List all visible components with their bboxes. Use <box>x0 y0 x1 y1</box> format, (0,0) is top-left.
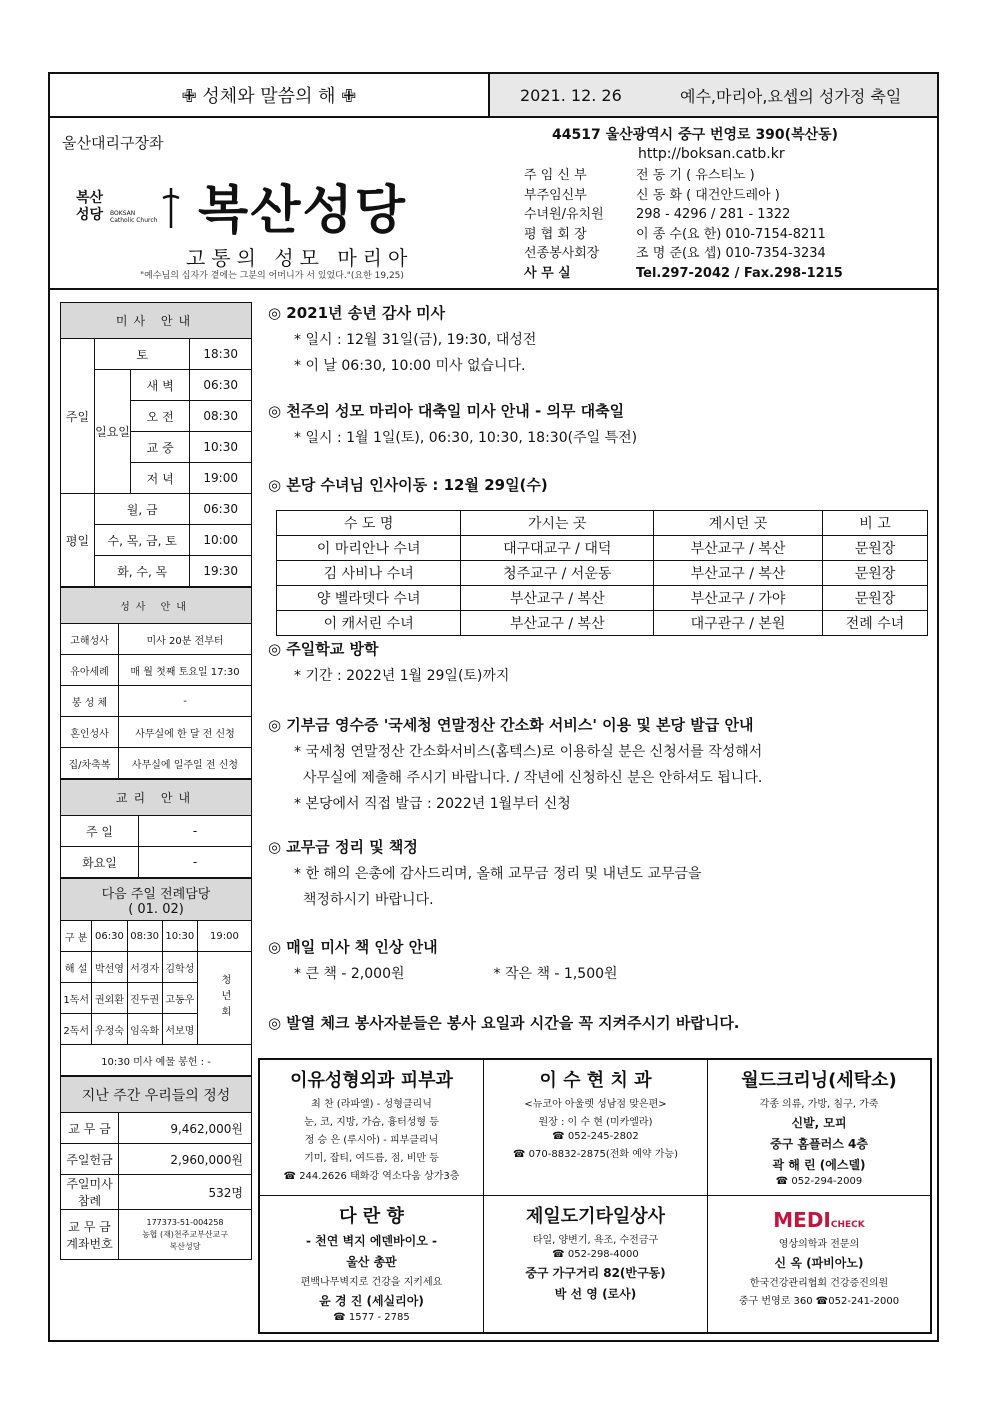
medi-text: MEDI <box>773 1208 831 1232</box>
ad-line: 중구 가구거리 82(반구동) <box>525 1266 666 1280</box>
liturgy-role: 1독서 <box>61 983 92 1014</box>
sacrament-heading: 성사 안내 <box>61 588 252 624</box>
notice-item <box>268 836 932 909</box>
sacrament-value: 사무실에 일주일 전 신청 <box>119 748 252 779</box>
nuns-cell: 부산교구 / 복산 <box>461 611 654 636</box>
nuns-cell: 김 사비나 수녀 <box>277 561 461 586</box>
sunday-label: 주일 <box>61 339 95 494</box>
ad-line: 신 옥 (파비아노) <box>774 1256 864 1270</box>
medicheck-logo <box>708 1208 930 1232</box>
ad-line: 편백나무벽지로 건강을 지키세요 <box>300 1277 443 1288</box>
ad-line: 타일, 양변기, 욕조, 수전금구 <box>532 1235 659 1246</box>
nuns-cell: 부산교구 / 복산 <box>654 561 823 586</box>
sacrament-value: 미사 20분 전부터 <box>119 624 252 655</box>
account-holder: 복산성당 <box>169 1241 201 1251</box>
nuns-cell: 부산교구 / 가야 <box>654 586 823 611</box>
notice-title: ◎ 2021년 송년 감사 미사 <box>268 304 446 322</box>
weekday-label: 평일 <box>61 494 95 587</box>
offering-table <box>60 1076 252 1260</box>
ad-line: 이유성형외과 피부과 <box>290 1070 453 1091</box>
mass-time: 19:00 <box>190 463 252 494</box>
ad-box <box>484 1060 708 1196</box>
masthead <box>50 118 937 290</box>
liturgy-col: 10:30 <box>162 921 197 952</box>
notice-title: ◎ 기부금 영수증 '국세청 연말정산 간소화 서비스' 이용 및 본당 발급 안내 <box>268 716 754 734</box>
advertisements <box>258 1058 932 1334</box>
offering-name: 주일헌금 <box>61 1144 119 1175</box>
ad-box <box>260 1196 484 1332</box>
doctrine-name: 주 일 <box>61 816 139 847</box>
staff-role: 사 무 실 <box>524 265 571 281</box>
notice-item <box>268 400 932 447</box>
account-label: 교 무 금 계좌번호 <box>61 1210 119 1260</box>
ad-line: 박 선 영 (로사) <box>554 1287 637 1301</box>
notice-line: * 기간 : 2022년 1월 29일(토)까지 <box>294 668 510 684</box>
staff-name: 이 종 수(요 한) 010-7154-8211 <box>636 226 826 242</box>
sacrament-value: 사무실에 한 달 전 신청 <box>119 717 252 748</box>
weekday-day: 화, 수, 목 <box>95 556 190 587</box>
church-address: 44517 울산광역시 중구 번영로 390(복산동) <box>552 127 839 143</box>
bulletin-page <box>48 72 939 1342</box>
sacrament-row <box>61 748 252 779</box>
nuns-row <box>277 586 928 611</box>
ad-line: 이 수 현 치 과 <box>539 1070 652 1091</box>
offering-name: 교 무 금 <box>61 1113 119 1144</box>
doctrine-row <box>61 847 252 878</box>
ad-line: ☎ 052-298-4000 <box>552 1249 639 1260</box>
staff-name: Tel.297-2042 / Fax.298-1215 <box>636 265 843 281</box>
nuns-cell: 부산교구 / 복산 <box>654 536 823 561</box>
liturgy-person: 진두권 <box>127 983 162 1014</box>
sacrament-row <box>61 686 252 717</box>
mass-time: 06:30 <box>190 370 252 401</box>
staff-list <box>524 166 843 283</box>
notice-item <box>268 474 932 495</box>
mass-name: 교 중 <box>131 432 190 463</box>
staff-role: 부주임신부 <box>524 187 587 203</box>
nuns-header: 수 도 명 <box>277 511 461 536</box>
notice-title: ◎ 본당 수녀님 인사이동 : 12월 29일(수) <box>268 476 548 494</box>
ad-line: 윤 경 진 (세실리아) <box>319 1294 424 1308</box>
ad-line: 각종 의류, 가방, 침구, 가죽 <box>759 1099 879 1110</box>
liturgy-heading-2: ( 01. 02) <box>128 901 184 917</box>
mass-name: 저 녁 <box>131 463 190 494</box>
notice-line: * 국세청 연말정산 간소화서비스(홈텍스)로 이용하실 분은 신청서를 작성해서 <box>294 744 763 760</box>
ad-line: 월드크리닝(세탁소) <box>741 1070 897 1091</box>
account-bank: 농협 (재)천주교부산교구 <box>141 1229 229 1239</box>
staff-role: 평 협 회 장 <box>524 226 587 242</box>
mass-heading: 미사 안내 <box>61 303 252 339</box>
ad-box <box>260 1060 484 1196</box>
ad-line: 울산 총판 <box>346 1255 397 1269</box>
mass-time: 18:30 <box>190 339 252 370</box>
staff-name: 298 - 4296 / 281 - 1322 <box>636 207 791 222</box>
ad-line: 다 란 향 <box>339 1206 404 1227</box>
liturgy-header-row <box>61 921 252 952</box>
offering-value: 2,960,000원 <box>119 1144 252 1175</box>
notice-line: 사무실에 제출해 주시기 바랍니다. / 작년에 신청하신 분은 안하셔도 됩니다. <box>294 770 763 786</box>
sidebar <box>60 302 252 1260</box>
liturgy-person: 권외환 <box>92 983 127 1014</box>
ad-line: 중구 홈플러스 4층 <box>770 1137 868 1151</box>
staff-row <box>524 166 843 186</box>
ad-line: ☎ 052-245-2802 <box>552 1131 639 1142</box>
year-title: ✙ 성체와 말씀의 해 ✙ <box>50 74 490 116</box>
liturgy-person: 우정숙 <box>92 1014 127 1045</box>
mass-time: 10:30 <box>190 432 252 463</box>
notice-title: ◎ 교무금 정리 및 책정 <box>268 838 418 856</box>
ad-box <box>708 1196 930 1332</box>
nuns-transfer-table <box>276 510 928 636</box>
weekday-time: 19:30 <box>190 556 252 587</box>
notice-line: 책정하시기 바랍니다. <box>294 892 434 908</box>
church-name: 복산성당 <box>198 181 407 241</box>
staff-name: 신 동 화 ( 대건안드레아 ) <box>636 187 780 203</box>
staff-row <box>524 264 843 284</box>
logo-korean-2: 성당 <box>76 207 104 223</box>
nuns-header: 비 고 <box>822 511 927 536</box>
notice-item <box>268 714 932 813</box>
staff-role: 수녀원/유치원 <box>524 207 604 222</box>
sunday-sub-label: 일요일 <box>95 370 131 494</box>
logo-english-2: Catholic Church <box>110 217 158 224</box>
nuns-cell: 이 캐서린 수녀 <box>277 611 461 636</box>
offering-row <box>61 1175 252 1210</box>
sacrament-value: - <box>119 686 252 717</box>
mass-time: 08:30 <box>190 401 252 432</box>
sacrament-name: 집/차축복 <box>61 748 119 779</box>
notice-title: ◎ 주일학교 방학 <box>268 640 379 658</box>
liturgy-person: 김학성 <box>162 952 197 983</box>
offering-heading: 지난 주간 우리들의 정성 <box>61 1077 252 1113</box>
nuns-header: 가시는 곳 <box>461 511 654 536</box>
nuns-header: 계시던 곳 <box>654 511 823 536</box>
doctrine-value: - <box>139 816 252 847</box>
doctrine-row <box>61 816 252 847</box>
logo-english <box>110 210 157 224</box>
masthead-left <box>50 118 490 288</box>
notice-title: ◎ 천주의 성모 마리아 대축일 미사 안내 - 의무 대축일 <box>268 402 625 420</box>
ad-line: 기미, 잡티, 여드름, 점, 비만 등 <box>304 1153 439 1164</box>
liturgy-col: 구 분 <box>61 921 92 952</box>
logo-korean-1: 복산 <box>76 190 104 206</box>
liturgy-person: 임옥화 <box>127 1014 162 1045</box>
ad-line: 정 승 은 (루시아) - 피부클리닉 <box>304 1135 439 1146</box>
bulletin-date: 2021. 12. 26 <box>520 85 622 105</box>
staff-role: 주 임 신 부 <box>524 168 587 183</box>
notice-item <box>268 936 932 983</box>
liturgy-col: 08:30 <box>127 921 162 952</box>
notice-line: * 일시 : 1월 1일(토), 06:30, 10:30, 18:30(주일 특전) <box>294 430 638 446</box>
notice-title: ◎ 매일 미사 책 인상 안내 <box>268 938 438 956</box>
ad-box <box>484 1196 708 1332</box>
nuns-cell: 청주교구 / 서운동 <box>461 561 654 586</box>
notice-item <box>268 1012 932 1033</box>
staff-row <box>524 186 843 206</box>
liturgy-role: 해 설 <box>61 952 92 983</box>
ad-line: ☎ 1577 - 2785 <box>333 1312 410 1323</box>
liturgy-note: 10:30 미사 예물 봉헌 : - <box>61 1045 252 1076</box>
top-bar <box>50 74 937 118</box>
doctrine-value: - <box>139 847 252 878</box>
offering-row <box>61 1113 252 1144</box>
date-bar <box>490 74 937 116</box>
nuns-row <box>277 561 928 586</box>
offering-name: 주일미사참례 <box>61 1175 119 1210</box>
weekday-time: 06:30 <box>190 494 252 525</box>
liturgy-role: 2독서 <box>61 1014 92 1045</box>
weekday-time: 10:00 <box>190 525 252 556</box>
account-info <box>119 1210 252 1260</box>
ad-line: 곽 해 린 (에스델) <box>772 1158 866 1172</box>
staff-row <box>524 244 843 264</box>
sacrament-name: 혼인성사 <box>61 717 119 748</box>
notice-line: * 한 해의 은총에 감사드리며, 올해 교무금 정리 및 내년도 교무금을 <box>294 866 702 882</box>
liturgy-heading <box>61 879 252 921</box>
liturgy-person: 고동우 <box>162 983 197 1014</box>
staff-name: 조 명 준(요 셉) 010-7354-3234 <box>636 246 826 261</box>
liturgy-person: 박선영 <box>92 952 127 983</box>
offering-row <box>61 1144 252 1175</box>
check-text: CHECK <box>830 1220 865 1230</box>
liturgy-row <box>61 952 252 983</box>
sacrament-name: 유아세례 <box>61 655 119 686</box>
sacrament-name: 고해성사 <box>61 624 119 655</box>
ad-line: ☎ 070-8832-2875(전화 예약 가능) <box>513 1149 678 1160</box>
patron-quote: "예수님의 십자가 곁에는 그분의 어머니가 서 있었다."(요한 19,25) <box>140 271 404 281</box>
patron-saint: 고통의 성모 마리아 <box>186 246 414 270</box>
nuns-cell: 이 마리안나 수녀 <box>277 536 461 561</box>
ad-line: 영상의학과 전문의 <box>778 1239 860 1250</box>
ad-line: - 천연 벽지 에덴바이오 - <box>305 1234 437 1248</box>
masthead-right <box>490 118 937 288</box>
staff-row <box>524 225 843 245</box>
ad-box <box>708 1060 930 1196</box>
ad-line: 한국건강관리협회 건강증진의원 <box>749 1278 889 1289</box>
sacrament-row <box>61 717 252 748</box>
liturgy-person: 서보명 <box>162 1014 197 1045</box>
weekday-day: 월, 금 <box>95 494 190 525</box>
nuns-cell: 대구대교구 / 대덕 <box>461 536 654 561</box>
weekday-day: 수, 목, 금, 토 <box>95 525 190 556</box>
nuns-cell: 문원장 <box>822 586 927 611</box>
church-url[interactable]: http://boksan.catb.kr <box>638 146 785 162</box>
staff-role: 선종봉사회장 <box>524 246 600 261</box>
mass-name: 오 전 <box>131 401 190 432</box>
ad-line: ☎ 052-294-2009 <box>775 1176 863 1187</box>
ad-line: 눈, 코, 지방, 가슴, 흉터성형 등 <box>304 1117 439 1128</box>
notice-line: * 본당에서 직접 발급 : 2022년 1월부터 신청 <box>294 796 571 812</box>
mass-name: 새 벽 <box>131 370 190 401</box>
sacrament-value: 매 월 첫째 토요일 17:30 <box>119 655 252 686</box>
ad-line: 최 찬 (라파엘) - 성형클리닉 <box>311 1099 432 1110</box>
liturgy-col: 06:30 <box>92 921 127 952</box>
notice-title: ◎ 발열 체크 봉사자분들은 봉사 요일과 시간을 꼭 지켜주시기 바랍니다. <box>268 1014 740 1032</box>
offering-value: 9,462,000원 <box>119 1113 252 1144</box>
sacrament-table <box>60 587 252 779</box>
mass-day: 토 <box>95 339 190 370</box>
nuns-row <box>277 611 928 636</box>
notice-line: * 일시 : 12월 31일(금), 19:30, 대성전 <box>294 332 537 348</box>
notice-item <box>268 302 932 375</box>
doctrine-table <box>60 779 252 878</box>
nuns-cell: 문원장 <box>822 561 927 586</box>
ad-line: 제일도기타일상사 <box>525 1206 666 1227</box>
mass-table <box>60 302 252 587</box>
liturgy-table <box>60 878 252 1076</box>
nuns-cell: 양 벨라뎃다 수녀 <box>277 586 461 611</box>
ad-line: 신발, 모피 <box>791 1116 847 1130</box>
account-number: 177373-51-004258 <box>146 1217 224 1227</box>
liturgy-heading-1: 다음 주일 전례담당 <box>101 886 211 902</box>
staff-row <box>524 205 843 225</box>
notice-item <box>268 638 932 685</box>
logo-english-1: BOKSAN <box>110 210 136 217</box>
ad-line: 중구 번영로 360 ☎052-241-2000 <box>738 1296 900 1307</box>
doctrine-heading: 교리 안내 <box>61 780 252 816</box>
logo-korean <box>76 190 103 224</box>
nuns-cell: 전례 수녀 <box>822 611 927 636</box>
notice-line: * 이 날 06:30, 10:00 미사 없습니다. <box>294 358 526 374</box>
staff-name: 전 동 기 ( 유스티노 ) <box>636 168 755 183</box>
doctrine-name: 화요일 <box>61 847 139 878</box>
nuns-cell: 부산교구 / 복산 <box>461 586 654 611</box>
diocese: 울산대리구장좌 <box>62 134 164 152</box>
nuns-cell: 문원장 <box>822 536 927 561</box>
offering-value: 532명 <box>119 1175 252 1210</box>
sacrament-row <box>61 655 252 686</box>
liturgy-person: 서경자 <box>127 952 162 983</box>
sacrament-name: 봉 성 체 <box>61 686 119 717</box>
nuns-header-row <box>277 511 928 536</box>
liturgy-1900: 청년회 <box>197 952 251 1045</box>
sacrament-row <box>61 624 252 655</box>
church-logo <box>76 186 186 234</box>
nuns-row <box>277 536 928 561</box>
cross-icon <box>160 186 182 230</box>
feast-name: 예수,마리아,요셉의 성가정 축일 <box>680 86 902 106</box>
notice-line: * 큰 책 - 2,000원 * 작은 책 - 1,500원 <box>294 966 618 982</box>
ad-line: ☎ 244.2626 태화강 역소다움 상가3층 <box>283 1171 460 1182</box>
nuns-cell: 대구관구 / 본원 <box>654 611 823 636</box>
ad-line: 원장 : 이 수 현 (미카엘라) <box>538 1117 653 1128</box>
liturgy-col: 19:00 <box>197 921 251 952</box>
ad-line: <뉴코아 아울렛 성남점 맞은편> <box>524 1099 667 1110</box>
